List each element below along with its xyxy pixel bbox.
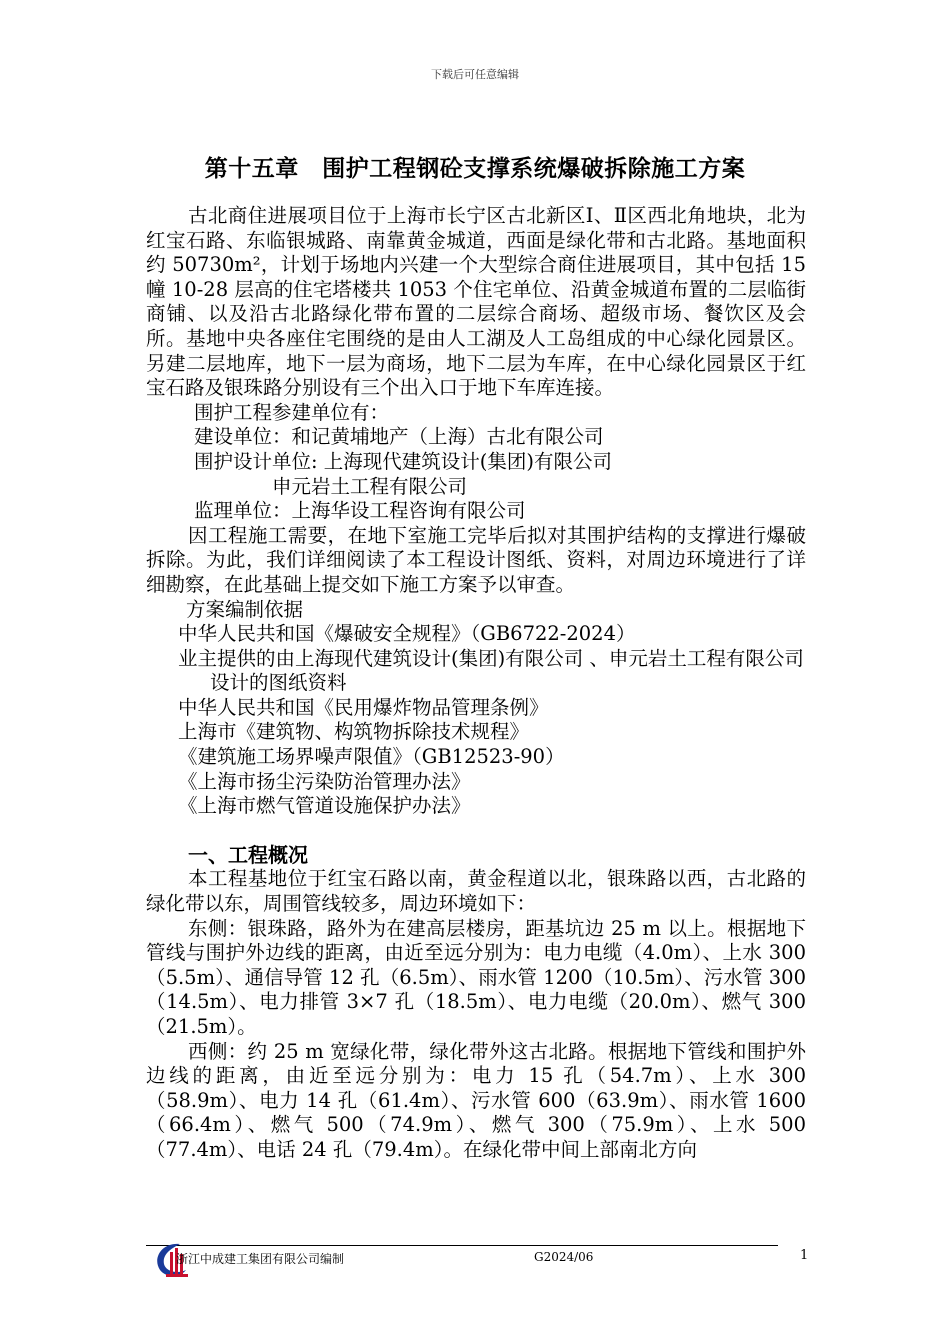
intro-paragraph: 古北商住进展项目位于上海市长宁区古北新区Ⅰ、Ⅱ区西北角地块，北为红宝石路、东临银城路、南靠黄金城道，西面是绿化带和古北路。基地面积约 50730m²，计划于场地内兴建一个大型综合商住进展项目，其中包括 15 幢 10-28 层高的住宅塔楼共 1053 个住宅单位、沿黄金城道布置的二层临街商铺、以及沿古北路绿化带布置的二层综合商场、超级市场、餐饮区及会所。基地中央各座住宅围绕的是由人工湖及人工岛组成的中心绿化园景区。另建二层地库，地下一层为商场，地下二层为车库，在中心绿化园景区于红宝石路及银珠路分别设有三个出入口于地下车库连接。 [146,204,806,400]
basis-heading: 方案编制依据 [186,597,304,621]
page-number: 1 [800,1248,809,1263]
basis-item: 《上海市扬尘污染防治管理办法》 [178,769,471,793]
reason-paragraph: 因工程施工需要，在地下室施工完毕后拟对其围护结构的支撑进行爆破拆除。为此，我们详细阅读了本工程设计图纸、资料，对周边环境进行了详细勘察，在此基础上提交如下施工方案予以审查。 [146,523,806,596]
basis-item: 中华人民共和国《民用爆炸物品管理条例》 [178,695,549,719]
designer-line: 围护设计单位: 上海现代建筑设计(集团)有限公司 [194,449,612,473]
designer2-line: 申元岩土工程有限公司 [272,474,468,498]
basis-item: 《建筑施工场界噪声限值》（GB12523-90） [178,745,565,769]
builder-line: 建设单位：和记黄埔地产（上海）古北有限公司 [194,425,604,449]
header-note: 下载后可任意编辑 [431,68,519,81]
spacer [146,819,806,843]
basis-item: 中华人民共和国《爆破安全规程》（GB6722-2024） [178,622,636,646]
supervisor-line: 监理单位：上海华设工程咨询有限公司 [194,499,526,523]
footer-code: G2024/06 [534,1250,594,1264]
west-side-paragraph: 西侧：约 25 m 宽绿化带，绿化带外这古北路。根据地下管线和围护外边线的距离，由近至远分别为：电力 15 孔（54.7m）、上水 300（58.9m）、电力 14 孔（61.4m）、污水管 600（63.9m）、雨水管 1600（66.4m）、燃气 500（74.9m）、燃气 300（75.9m）、上水 500（77.4m）、电话 24 孔（79.4m）。在绿化带中间上部南北方向 [146,1039,806,1161]
basis-item: 上海市《建筑物、构筑物拆除技术规程》 [178,720,530,744]
basis-item: 《上海市燃气管道设施保护办法》 [178,794,471,818]
east-side-paragraph: 东侧：银珠路，路外为在建高层楼房，距基坑边 25 m 以上。根据地下管线与围护外边线的距离，由近至远分别为：电力电缆（4.0m）、上水 300（5.5m）、通信导管 12 孔（6.5m）、雨水管 1200（10.5m）、污水管 300（14.5m）、电力排管 3×7 孔（18.5m）、电力电缆（20.0m）、燃气 300（21.5m）。 [146,916,806,1038]
document-body [146,204,806,1163]
footer-company: 浙江中成建工集团有限公司编制 [176,1252,345,1266]
chapter-title: 第十五章 围护工程钢砼支撑系统爆破拆除施工方案 [204,156,746,182]
section-heading: 一、工程概况 [188,842,308,867]
basis-item: 业主提供的由上海现代建筑设计(集团)有限公司 、申元岩土工程有限公司设计的图纸资料 [178,646,804,695]
overview-paragraph: 本工程基地位于红宝石路以南，黄金程道以北，银珠路以西，古北路的绿化带以东，周围管线较多，周边环境如下： [146,867,806,916]
participants-heading: 围护工程参建单位有： [194,400,390,424]
footer-rule [146,1245,778,1246]
